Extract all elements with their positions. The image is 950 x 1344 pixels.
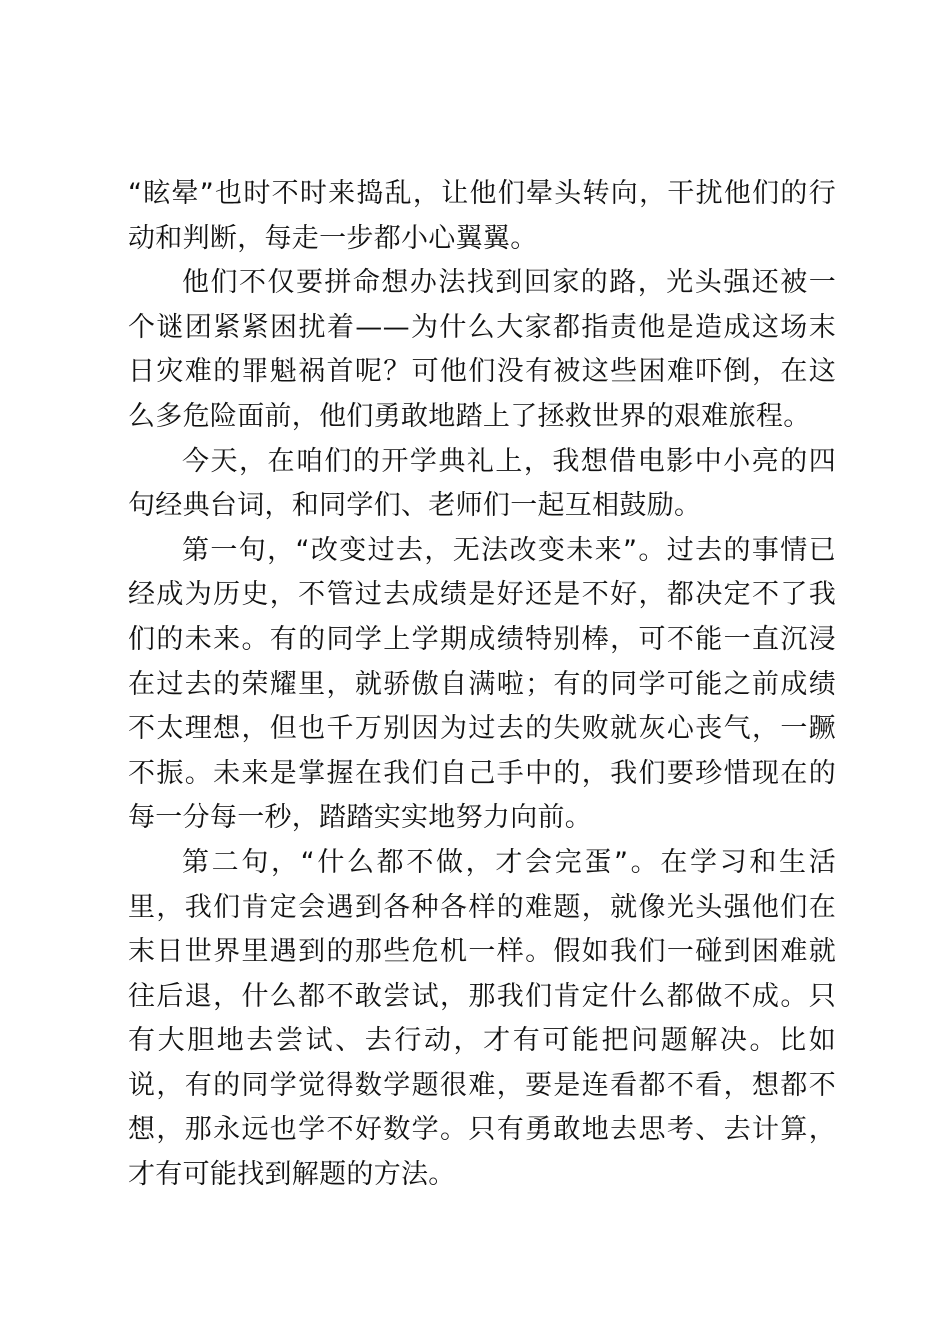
paragraph: 第二句，“什么都不做，才会完蛋”。在学习和生活里，我们肯定会遇到各种各样的难题，就像光头强他们在末日世界里遇到的那些危机一样。假如我们一碰到困难就往后退，什么都不敢尝试，那我们肯定什么都做不成。只有大胆地去尝试、去行动，才有可能把问题解决。比如说，有的同学觉得数学题很难，要是连看都不看，想都不想，那永远也学不好数学。只有勇敢地去思考、去计算，才有可能找到解题的方法。 bbox=[128, 846, 836, 1191]
paragraph-continuation: “眩晕”也时不时来捣乱，让他们晕头转向，干扰他们的行动和判断，每走一步都小心翼翼。 bbox=[128, 178, 836, 254]
document-body bbox=[128, 172, 836, 1198]
paragraph: 今天，在咱们的开学典礼上，我想借电影中小亮的四句经典台词，和同学们、老师们一起互相鼓励。 bbox=[128, 445, 836, 522]
paragraph: 第一句，“改变过去，无法改变未来”。过去的事情已经成为历史，不管过去成绩是好还是不好，都决定不了我们的未来。有的同学上学期成绩特别棒，可不能一直沉浸在过去的荣耀里，就骄傲自满啦；有的同学可能之前成绩不太理想，但也千万别因为过去的失败就灰心丧气，一蹶不振。未来是掌握在我们自己手中的，我们要珍惜现在的每一分每一秒，踏踏实实地努力向前。 bbox=[128, 534, 836, 834]
paragraph: 他们不仅要拼命想办法找到回家的路，光头强还被一个谜团紧紧困扰着——为什么大家都指责他是造成这场末日灾难的罪魁祸首呢？可他们没有被这些困难吓倒，在这么多危险面前，他们勇敢地踏上了拯救世界的艰难旅程。 bbox=[128, 267, 836, 432]
